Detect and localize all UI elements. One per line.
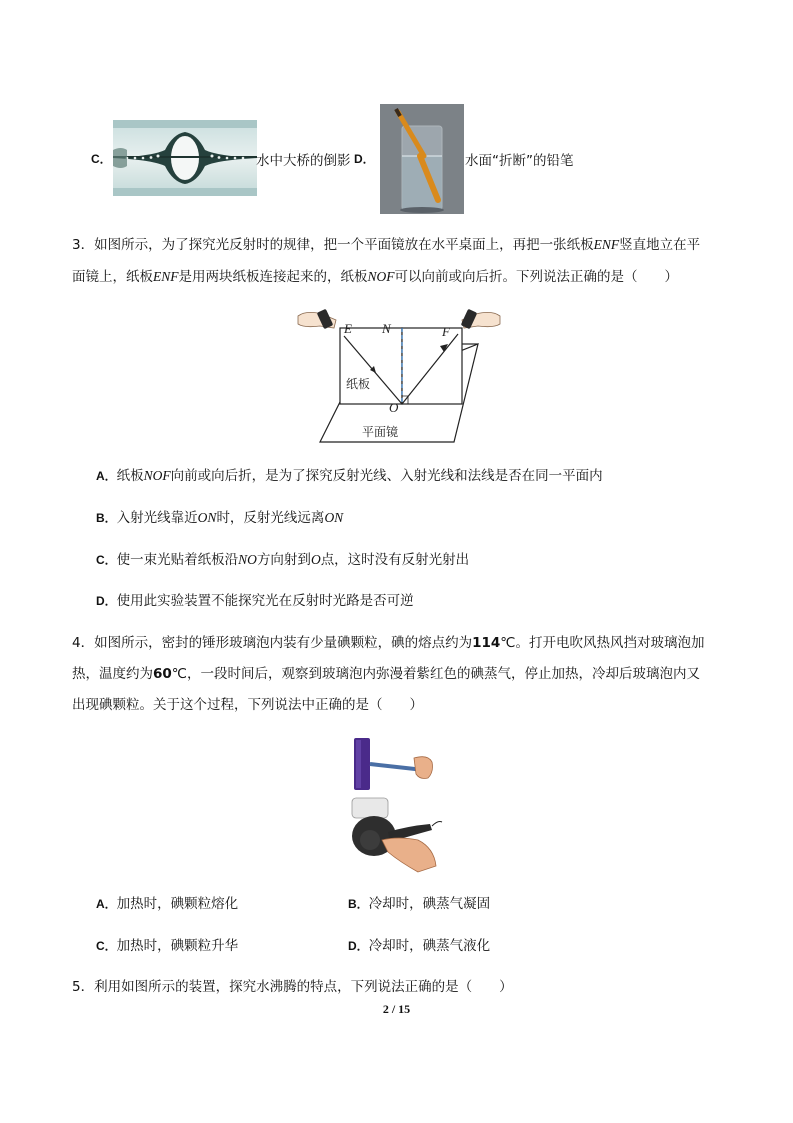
q3-number: 3． [72, 237, 95, 253]
q3-reflection-figure [296, 306, 502, 446]
page-number: 2 / 15 [382, 1002, 411, 1016]
q4-iodine-dryer-figure [348, 736, 444, 878]
q4-line1: 4．如图所示，密封的锤形玻璃泡内装有少量碘颗粒，碘的熔点约为114℃。打开电吹风热风挡对玻璃泡加 [72, 635, 705, 651]
bridge-reflection-image [113, 120, 257, 196]
q3-option-d: D．使用此实验装置不能探究光在反射时光路是否可逆 [96, 593, 414, 609]
q3-option-b: B．入射光线靠近ON时，反射光线远离ON [96, 510, 344, 526]
hand-icon [414, 757, 433, 779]
q4-option-c: C．加热时，碘颗粒升华 [96, 938, 239, 954]
q4-number: 4． [72, 635, 95, 651]
q5-line1: 5．利用如图所示的装置，探究水沸腾的特点，下列说法正确的是（ ） [72, 979, 513, 995]
q4-line3: 出现碘颗粒。关于这个过程，下列说法中正确的是（ ） [72, 697, 423, 713]
q3-option-c: C．使一束光贴着纸板沿NO方向射到O点，这时没有反射光射出 [96, 552, 470, 568]
pencil-in-water-image [380, 104, 464, 214]
q5-number: 5． [72, 979, 95, 995]
q3-line1: 3．如图所示，为了探究光反射时的规律，把一个平面镜放在水平桌面上，再把一张纸板ENF竖直地立在平 [72, 237, 701, 253]
label-e: E [344, 321, 352, 336]
q4-option-b: B．冷却时，碘蒸气凝固 [348, 896, 491, 912]
q2-option-c-label: C． [91, 152, 112, 166]
right-hand-icon [461, 309, 500, 330]
q3-option-a: A．纸板NOF向前或向后折，是为了探究反射光线、入射光线和法线是否在同一平面内 [96, 468, 603, 484]
label-f: F [442, 324, 450, 339]
label-mirror: 平面镜 [362, 425, 399, 439]
label-o: O [389, 400, 399, 415]
q4-line2: 热，温度约为60℃，一段时间后，观察到玻璃泡内弥漫着紫红色的碘蒸气，停止加热，冷却后玻璃泡内又 [72, 666, 700, 682]
dryer-nozzle [352, 798, 388, 818]
q2-option-c-text: 水中大桥的倒影 [256, 153, 351, 169]
q3-line2: 面镜上，纸板ENF是用两块纸板连接起来的，纸板NOF可以向前或向后折。下列说法正确的是（ ） [72, 269, 678, 285]
label-n: N [382, 321, 391, 336]
q4-option-a: A．加热时，碘颗粒熔化 [96, 896, 239, 912]
q4-option-d: D．冷却时，碘蒸气液化 [348, 938, 491, 954]
q2-option-d-label: D． [354, 152, 375, 166]
q2-option-d-text: 水面“折断”的铅笔 [465, 153, 574, 169]
label-paper: 纸板 [346, 377, 371, 391]
left-hand-icon [298, 309, 336, 330]
